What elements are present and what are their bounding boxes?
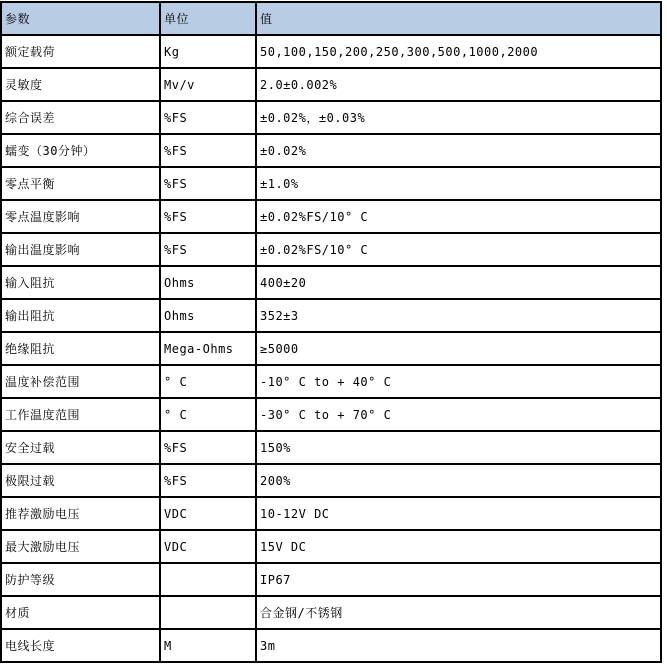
value-cell: -10° C to + 40° C [256, 365, 661, 398]
header-row [1, 2, 661, 35]
table-row [1, 365, 661, 398]
table-row [1, 200, 661, 233]
value-cell: IP67 [256, 563, 661, 596]
param-cell: 额定载荷 [1, 35, 160, 68]
unit-cell [160, 596, 256, 629]
table-row [1, 332, 661, 365]
value-cell: 400±20 [256, 266, 661, 299]
value-cell: 2.0±0.002% [256, 68, 661, 101]
param-cell: 工作温度范围 [1, 398, 160, 431]
param-cell: 温度补偿范围 [1, 365, 160, 398]
table-row [1, 596, 661, 629]
unit-cell: %FS [160, 101, 256, 134]
table-row [1, 431, 661, 464]
header-cell-param: 参数 [1, 2, 160, 35]
value-cell: 合金钢/不锈钢 [256, 596, 661, 629]
value-cell: ±0.02%，±0.03% [256, 101, 661, 134]
unit-cell: Mega-Ohms [160, 332, 256, 365]
param-cell: 最大激励电压 [1, 530, 160, 563]
param-cell: 输出温度影响 [1, 233, 160, 266]
param-cell: 材质 [1, 596, 160, 629]
unit-cell: Ohms [160, 266, 256, 299]
param-cell: 安全过载 [1, 431, 160, 464]
param-cell: 推荐激励电压 [1, 497, 160, 530]
param-cell: 输出阻抗 [1, 299, 160, 332]
table-row [1, 233, 661, 266]
unit-cell: Mv/v [160, 68, 256, 101]
unit-cell: VDC [160, 530, 256, 563]
unit-cell: %FS [160, 200, 256, 233]
unit-cell: Ohms [160, 299, 256, 332]
param-cell: 绝缘阻抗 [1, 332, 160, 365]
param-cell: 零点平衡 [1, 167, 160, 200]
header-cell-value: 值 [256, 2, 661, 35]
param-cell: 综合误差 [1, 101, 160, 134]
table-row [1, 134, 661, 167]
param-cell: 灵敏度 [1, 68, 160, 101]
unit-cell: %FS [160, 233, 256, 266]
table-row [1, 398, 661, 431]
table-row [1, 497, 661, 530]
value-cell: 352±3 [256, 299, 661, 332]
value-cell: 10-12V DC [256, 497, 661, 530]
table-row [1, 629, 661, 662]
unit-cell: Kg [160, 35, 256, 68]
unit-cell: ° C [160, 365, 256, 398]
param-cell: 电线长度 [1, 629, 160, 662]
unit-cell: %FS [160, 167, 256, 200]
table-row [1, 101, 661, 134]
param-cell: 输入阻抗 [1, 266, 160, 299]
value-cell: 200% [256, 464, 661, 497]
unit-cell: %FS [160, 431, 256, 464]
table-row [1, 530, 661, 563]
value-cell: 15V DC [256, 530, 661, 563]
unit-cell: ° C [160, 398, 256, 431]
value-cell: -30° C to + 70° C [256, 398, 661, 431]
table-row [1, 266, 661, 299]
header-cell-unit: 单位 [160, 2, 256, 35]
value-cell: 50,100,150,200,250,300,500,1000,2000 [256, 35, 661, 68]
unit-cell: VDC [160, 497, 256, 530]
table-row [1, 167, 661, 200]
value-cell: ±0.02%FS/10° C [256, 233, 661, 266]
table-row [1, 464, 661, 497]
unit-cell: %FS [160, 134, 256, 167]
unit-cell: %FS [160, 464, 256, 497]
unit-cell: M [160, 629, 256, 662]
param-cell: 极限过载 [1, 464, 160, 497]
value-cell: 3m [256, 629, 661, 662]
table-row [1, 299, 661, 332]
table-row [1, 68, 661, 101]
value-cell: 150% [256, 431, 661, 464]
param-cell: 防护等级 [1, 563, 160, 596]
spec-table [0, 1, 662, 663]
table-row [1, 563, 661, 596]
table-body [1, 35, 661, 662]
table-row [1, 35, 661, 68]
value-cell: ≥5000 [256, 332, 661, 365]
unit-cell [160, 563, 256, 596]
param-cell: 蠕变（30分钟） [1, 134, 160, 167]
value-cell: ±0.02% [256, 134, 661, 167]
param-cell: 零点温度影响 [1, 200, 160, 233]
value-cell: ±1.0% [256, 167, 661, 200]
value-cell: ±0.02%FS/10° C [256, 200, 661, 233]
